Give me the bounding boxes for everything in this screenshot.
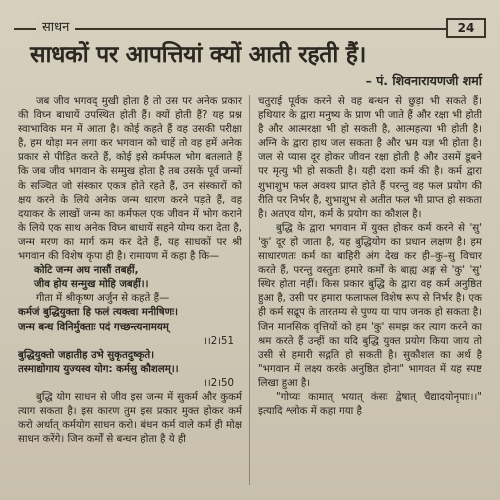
- article-title: साधकों पर आपत्तियां क्यों आती रहती हैं।: [30, 42, 367, 68]
- left-column: [18, 95, 242, 490]
- page-header: [14, 18, 486, 38]
- column-divider: [249, 95, 250, 485]
- gita-verse-line-3: बुद्धियुक्तो जहातीह उभे सुकृतदुष्कृते।: [18, 349, 155, 361]
- article-author: – पं. शिवनारायणजी शर्मा: [365, 73, 482, 88]
- bhagavat-quote: "गोप्यः कामात् भयात् कंसः द्वेषात् चैद्यादयोनृपाः।।" इत्यादि श्लोक में कहा गया है: [258, 391, 482, 418]
- right-paragraph-1: चतुराई पूर्वक करने से वह बन्धन से छुड़ा भी सकते हैं। हथियार के द्वारा मनुष्य के प्राण भी जाते हैं और रक्षा भी होती है और आत्मरक्षा भी हो सकती है, आत्महत्या भी होती है। अग्नि के द्वारा हाथ जल सकता है और भ्रम यज्ञ भी होता है। जल से प्यास दूर होकर जीवन रक्षा होती है और उसमें डूबने पर मृत्यु भी हो सकती है। यही दशा कर्म की है। कर्म द्वारा शुभाशुभ फल अवश्य प्राप्त होते हैं परन्तु वह फल प्रयोग की रीति पर निर्भर है, शुभाशुभ से अतीत फल भी प्राप्त हो सकता है। अतएव योग, कर्म के प्रयोग का कौशल है।: [258, 96, 482, 220]
- gita-reference-2: ।।2।50: [202, 377, 234, 389]
- ramayan-verse-line-2: जीव होय सन्मुख मोहि जबहीं।।: [34, 279, 149, 291]
- gita-intro: गीता में श्रीकृष्ण अर्जुन से कहते हैं—: [36, 293, 170, 305]
- gita-reference-1: ।।2।51: [202, 335, 234, 347]
- section-label: साधन: [36, 18, 75, 38]
- gita-verse-line-4: तस्माद्योगाय युज्यस्व योग: कर्मसु कौशलम्।।: [18, 363, 179, 375]
- header-rule: [14, 28, 486, 30]
- right-column: [258, 95, 482, 490]
- ramayan-verse-line-1: कोटि जन्म अघ नासौं तबहीं,: [34, 265, 139, 277]
- left-paragraph-1: जब जीव भगवद् मुखी होता है तो उस पर अनेक प्रकार की विघ्न बाधायें उपस्थित होती हैं। क्यों होती हैं? यह प्रश्न स्वाभाविक मन में आता है। कोई कहते हैं वह उसकी परीक्षा है, हम थोड़ा मन लगा कर भगवान को चाहें तो वह हमें अनेक प्रकार से पीड़ित करते हैं, कोई इसे कर्मफल भोग बतलाते हैं कि जब जीव भगवान के सम्मुख होता है तब उसके पूर्व जन्मों के सञ्चित जो संस्कार एकत्र होते रहते हैं, उन संस्कारों को क्षय करने के लिये अनेक जन्म धारण करने पड़ते हैं, वह दयाकर के लाखों जन्म का कर्मफल एक जीवन में भोग कराने के लिये एक साथ अनेक विघ्न बाधायें सहने योग्य करा देता है, जन्म मरण का मार्ग कम कर देते हैं, यह साधकों पर श्री भगवान की विशेष कृपा ही है। रामायण में कहा है कि—: [18, 96, 242, 263]
- right-paragraph-2: बुद्धि के द्वारा भगवान में युक्त होकर कर्म करने से 'सु' 'कु' दूर हो जाता है, यह बुद्धियोग का प्रधान लक्षण है। हम साधारणतः कर्म का बाहिरी अंग देख कर ही–कु–सु विचार करते हैं, परन्तु वस्तुतः हमारे कर्मों के बाह्य अङ्ग से 'कु' 'सु' स्थिर होता नहीं। किस प्रकार बुद्धि के द्वारा वह कर्म अनुष्ठित हुआ है, उसी पर हमारा फलाफल विशेष रूप से निर्भर है। एक ही कर्म सद्रूप के तारतम्य से पुण्य या पाप जनक हो सकता है। जिन मानसिक वृत्तियों को हम 'कु' समझ कर त्याग करने का श्रम करते हैं उन्हीं का यदि बुद्धि युक्त प्रयोग किया जाय तो उसी से हमारी सद्गति हो सकती है। सुकौशल का अर्थ है "भगवान में लक्ष्य करके अनुष्ठित होना" भागवत में यह स्पष्ट लिखा हुआ है।: [258, 222, 482, 389]
- page-number: 24: [446, 18, 486, 38]
- left-paragraph-2: बुद्धि योग साधन से जीव इस जन्म में सुकर्म और कुकर्म त्याग सकता है। इस कारण तुम इस प्रकार मुक्त होकर कर्म करो अर्थात् कर्मयोग साधन करो। बंधन कर्म वाले कर्म ही मोक्ष साधन करेंगे। जिन कर्मों से बन्धन होता है ये ही: [18, 391, 242, 446]
- gita-verse-line-1: कर्मजं बुद्धियुक्ता हि फलं त्यक्त्वा मनीषिणः।: [18, 307, 178, 319]
- gita-verse-line-2: जन्म बन्ध विनिर्मुक्ताः पदं गच्छन्त्यनामयम्: [18, 321, 169, 333]
